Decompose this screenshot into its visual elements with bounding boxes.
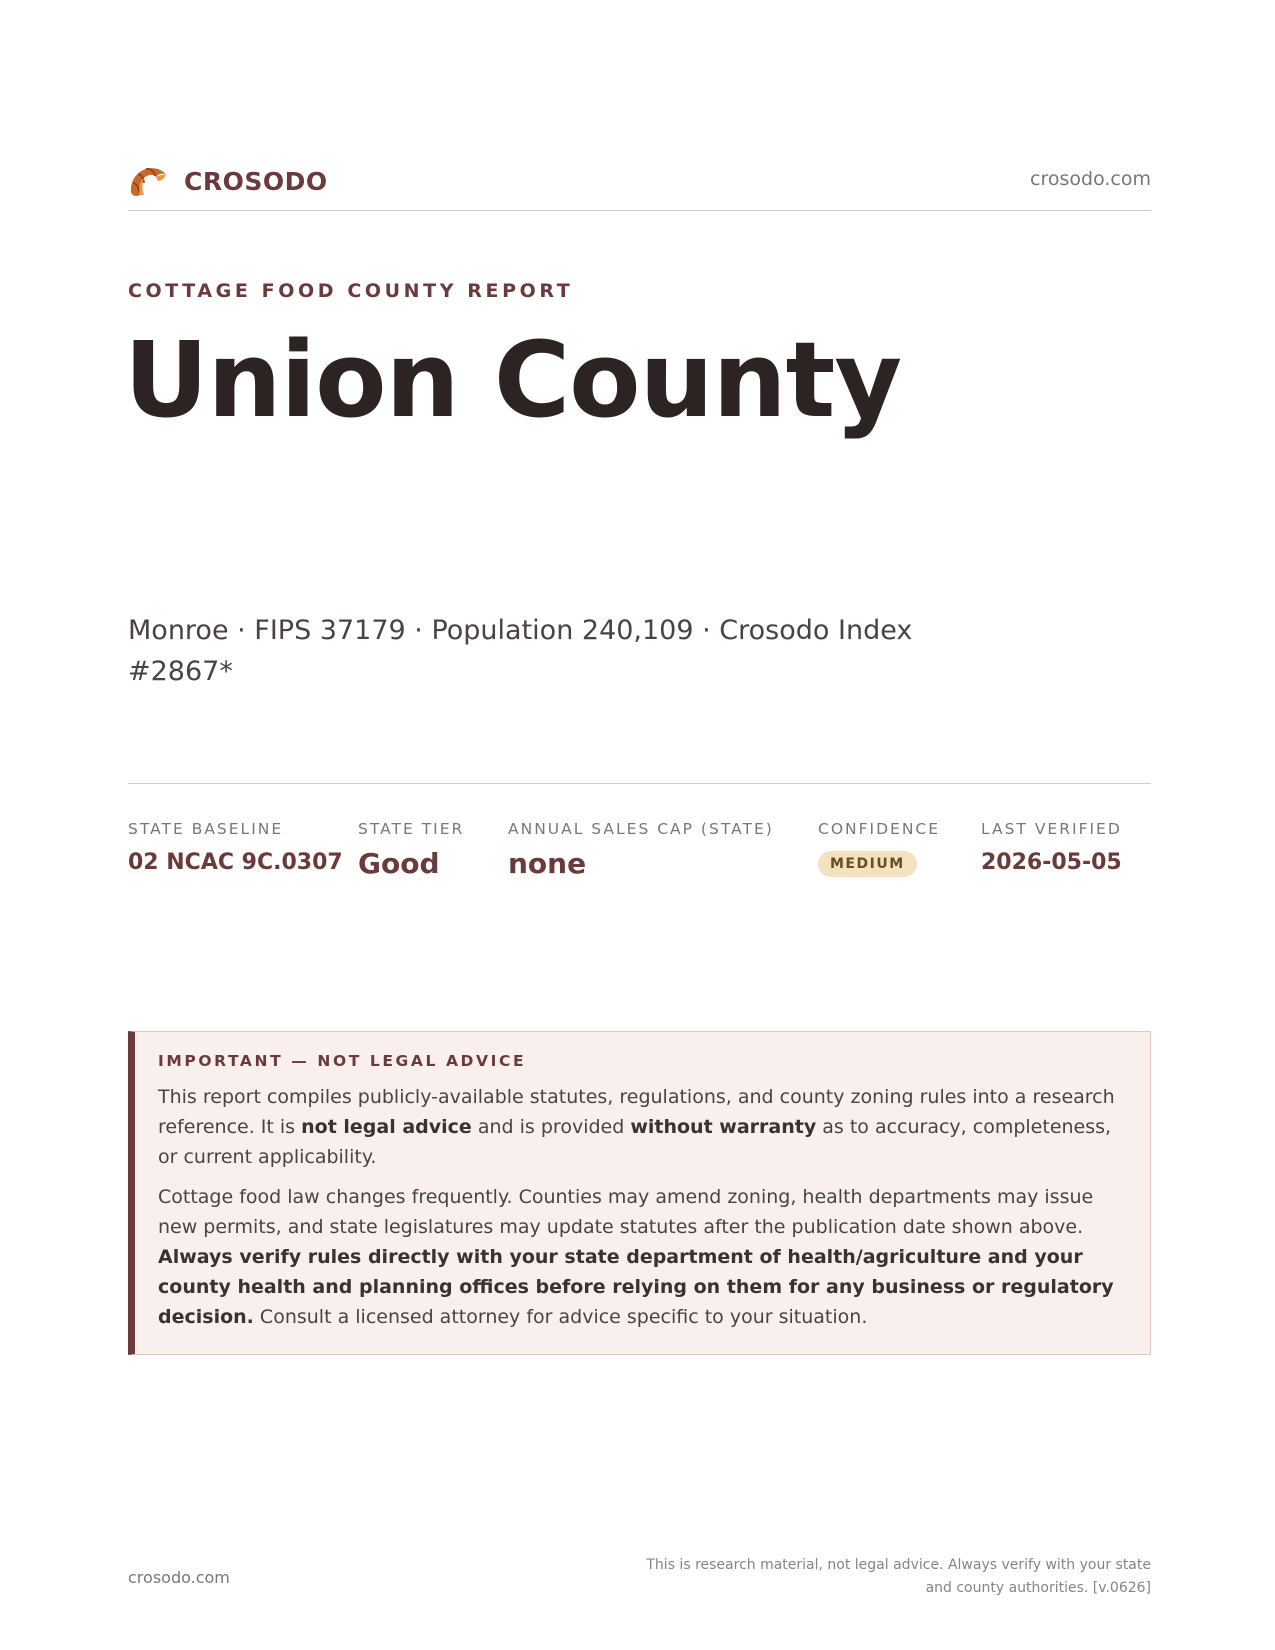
notice-text: Consult a licensed attorney for advice specific to your situation. bbox=[253, 1306, 868, 1328]
croissant-icon bbox=[128, 162, 170, 200]
county-subtitle: Monroe · FIPS 37179 · Population 240,109 · Crosodo Index #2867* bbox=[128, 615, 913, 687]
stat-value: none bbox=[508, 847, 587, 880]
notice-text: as to accuracy, completeness, or current applicability. bbox=[158, 1116, 1112, 1168]
stat-value: 2026-05-05 bbox=[981, 850, 1122, 875]
footer-disclaimer bbox=[611, 1554, 1151, 1600]
stat-label: STATE TIER bbox=[358, 820, 465, 838]
stat-last-verified bbox=[981, 820, 1122, 875]
report-page bbox=[124, 0, 1151, 1650]
header-site-url[interactable]: crosodo.com bbox=[1030, 168, 1151, 190]
notice-emphasis: without warranty bbox=[630, 1116, 817, 1138]
notice-emphasis: Always verify rules directly with your state department of health/agriculture and your county health and planning offices before relying on them for any business or regulatory decision. bbox=[158, 1246, 1114, 1328]
stat-state-baseline bbox=[128, 820, 343, 875]
footer-site-url[interactable]: crosodo.com bbox=[128, 1568, 230, 1587]
stat-value: 02 NCAC 9C.0307 bbox=[128, 850, 343, 875]
county-title: Union County bbox=[124, 319, 902, 441]
notice-title: IMPORTANT — NOT LEGAL ADVICE bbox=[158, 1052, 527, 1070]
footer-disclaimer-line: This is research material, not legal advice. Always verify with your state bbox=[646, 1557, 1151, 1573]
stat-state-tier bbox=[358, 820, 464, 880]
stat-sales-cap bbox=[508, 820, 774, 880]
notice-paragraph-2 bbox=[158, 1182, 1124, 1332]
stat-confidence bbox=[818, 820, 940, 877]
brand bbox=[128, 162, 328, 200]
header-divider bbox=[128, 210, 1151, 211]
confidence-badge: MEDIUM bbox=[818, 851, 917, 877]
notice-text: and is provided bbox=[471, 1116, 631, 1138]
brand-name: CROSODO bbox=[184, 166, 328, 196]
page-header bbox=[128, 158, 1151, 208]
notice-emphasis: not legal advice bbox=[301, 1116, 472, 1138]
notice-text: Cottage food law changes frequently. Counties may amend zoning, health departments may issue new permits, and state legislatures may update statutes after the publication date shown above. bbox=[158, 1186, 1094, 1238]
notice-paragraph-1 bbox=[158, 1082, 1124, 1172]
report-eyebrow: COTTAGE FOOD COUNTY REPORT bbox=[128, 280, 574, 302]
notice-text: This report compiles publicly-available statutes, regulations, and county zoning rules into a research reference. It is bbox=[158, 1086, 1115, 1138]
stat-value: Good bbox=[358, 847, 440, 880]
legal-notice bbox=[128, 1031, 1151, 1355]
stat-label: ANNUAL SALES CAP (STATE) bbox=[508, 820, 774, 838]
stat-label: STATE BASELINE bbox=[128, 820, 284, 838]
stat-label: LAST VERIFIED bbox=[981, 820, 1122, 838]
stats-divider bbox=[128, 783, 1151, 784]
footer-disclaimer-line: and county authorities. [v.0626] bbox=[925, 1580, 1151, 1596]
stat-label: CONFIDENCE bbox=[818, 820, 941, 838]
